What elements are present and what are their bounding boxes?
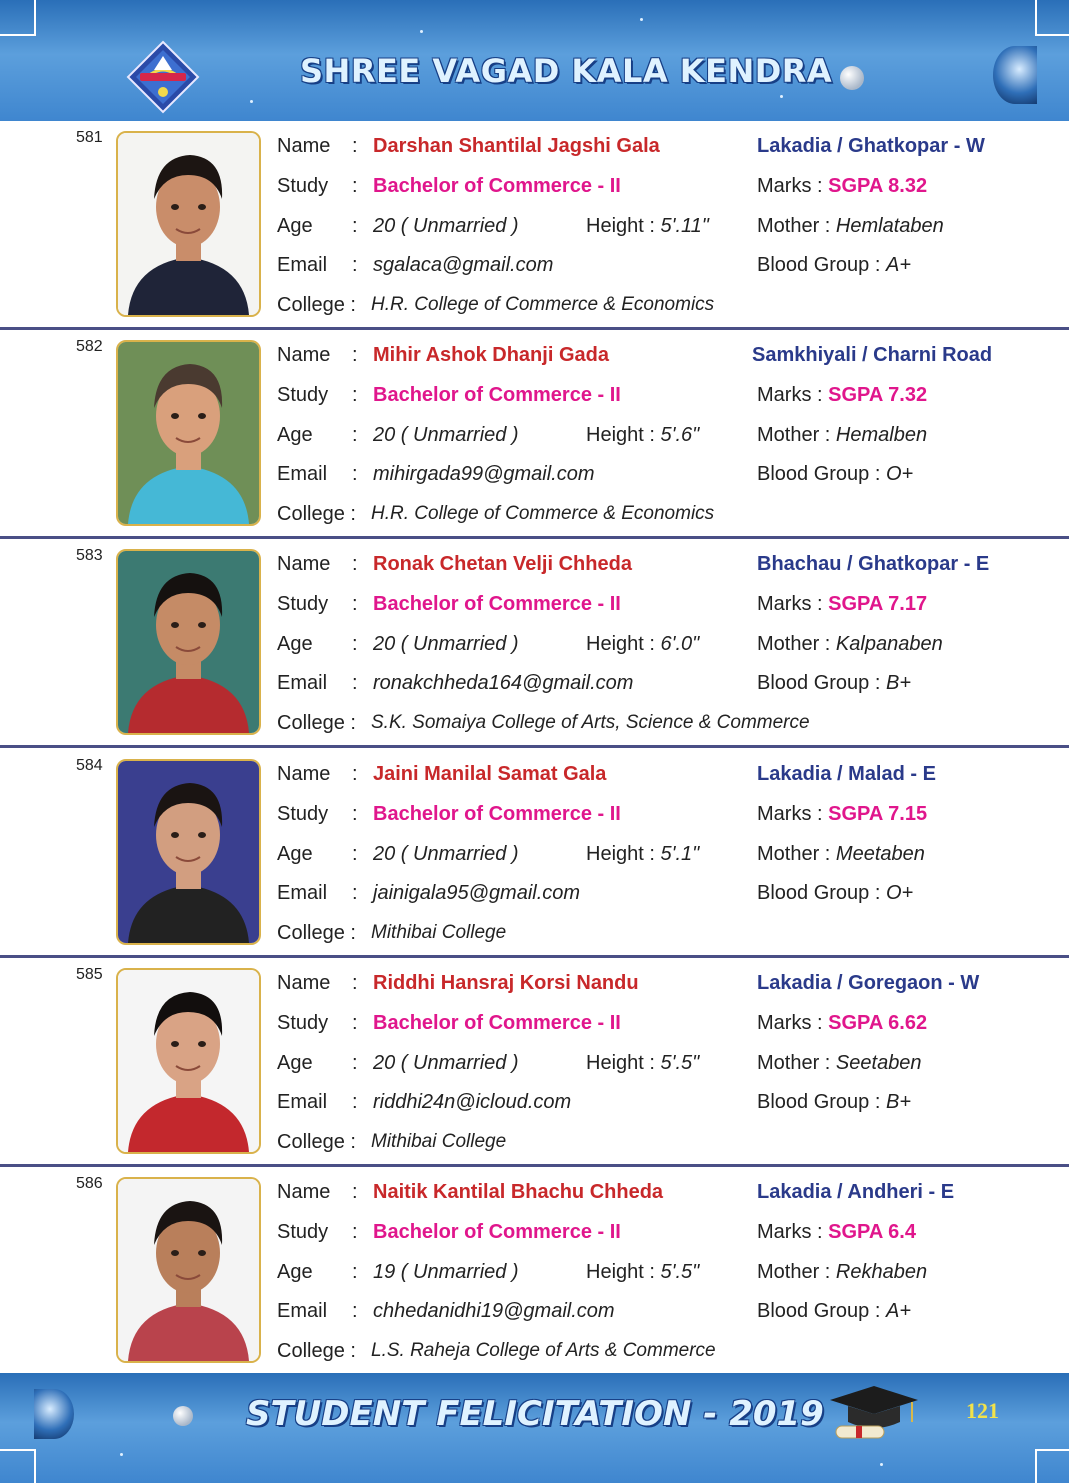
marks-field [757,384,927,407]
marks-label: Marks : [757,1012,823,1034]
mother-field [757,843,925,866]
college-value: S.K. Somaiya College of Arts, Science & Commerce [371,712,810,733]
email-value: mihirgada99@gmail.com [373,463,595,485]
email-label: Email [277,1091,328,1113]
blood-group-value: B+ [885,1091,912,1113]
student-card [0,1167,1069,1376]
colon-separator: : [352,463,358,485]
student-number: 586 [76,1175,103,1192]
page-number: 121 [966,1398,999,1423]
marks-value: SGPA 6.4 [828,1221,916,1243]
portrait-image [118,970,259,1152]
blood-group-label: Blood Group : [757,882,881,904]
star-icon [250,100,253,103]
study-label: Study [277,1221,329,1243]
blood-group-label: Blood Group : [757,463,881,485]
blood-group-value: A+ [885,254,912,276]
college-label: College : [277,1131,356,1153]
marks-value: SGPA 7.17 [828,593,928,615]
email-label: Email [277,882,328,904]
student-number: 585 [76,966,103,983]
mother-field [757,215,944,238]
study-label: Study [277,803,329,825]
name-label: Name [277,553,331,575]
age-label: Age [277,424,313,446]
native-place: Lakadia / Andheri - E [757,1181,955,1203]
student-number: 584 [76,757,103,774]
portrait-image [118,133,259,315]
footer-title: STUDENT FELICITATION - 2019 [246,1394,824,1434]
height-value: 5'.1" [660,843,700,865]
college-label: College : [277,712,356,734]
age-label: Age [277,1052,313,1074]
colon-separator: : [352,254,358,276]
colon-separator: : [352,843,358,865]
email-label: Email [277,463,328,485]
age-value: 20 ( Unmarried ) [373,1052,519,1074]
blood-group-label: Blood Group : [757,672,881,694]
mother-value: Seetaben [835,1052,922,1074]
student-card [0,958,1069,1167]
college-value: L.S. Raheja College of Arts & Commerce [371,1340,716,1361]
student-number: 582 [76,338,103,355]
star-icon [640,18,643,21]
college-label: College : [277,1340,356,1362]
age-value: 20 ( Unmarried ) [373,843,519,865]
native-place: Samkhiyali / Charni Road [752,344,993,366]
mother-value: Kalpanaben [835,633,943,655]
native-place: Lakadia / Goregaon - W [757,972,980,994]
student-name: Jaini Manilal Samat Gala [373,763,607,785]
colon-separator: : [352,763,358,785]
study-label: Study [277,384,329,406]
height-label: Height : [586,633,655,655]
height-label: Height : [586,1052,655,1074]
name-label: Name [277,344,331,366]
age-label: Age [277,633,313,655]
study-label: Study [277,593,329,615]
marks-field [757,1221,916,1244]
height-field [586,424,699,447]
blood-group-value: A+ [885,1300,912,1322]
name-label: Name [277,1181,331,1203]
marks-label: Marks : [757,175,823,197]
mother-field [757,1052,922,1075]
name-label: Name [277,763,331,785]
study-value: Bachelor of Commerce - II [373,1221,621,1243]
study-value: Bachelor of Commerce - II [373,803,621,825]
study-value: Bachelor of Commerce - II [373,593,621,615]
student-name: Mihir Ashok Dhanji Gada [373,344,609,366]
student-card [0,749,1069,958]
student-photo [116,968,261,1154]
corner-mark [0,0,36,36]
blood-group-label: Blood Group : [757,1300,881,1322]
native-place: Bhachau / Ghatkopar - E [757,553,990,575]
email-value: riddhi24n@icloud.com [373,1091,572,1113]
colon-separator: : [352,135,358,157]
graduation-cap-icon [828,1382,920,1444]
blood-group-value: O+ [885,882,914,904]
marks-field [757,803,927,826]
name-label: Name [277,972,331,994]
student-photo [116,340,261,526]
colon-separator: : [352,1181,358,1203]
marks-value: SGPA 8.32 [828,175,928,197]
marks-label: Marks : [757,384,823,406]
email-value: ronakchheda164@gmail.com [373,672,634,694]
student-name: Ronak Chetan Velji Chheda [373,553,632,575]
age-label: Age [277,843,313,865]
colon-separator: : [352,344,358,366]
colon-separator: : [352,1261,358,1283]
height-value: 6'.0" [660,633,700,655]
colon-separator: : [352,593,358,615]
email-label: Email [277,672,328,694]
blood-group-field [757,1300,911,1323]
colon-separator: : [352,1052,358,1074]
blood-group-field [757,672,911,695]
colon-separator: : [352,882,358,904]
height-value: 5'.11" [660,215,709,237]
height-field [586,1261,699,1284]
blood-group-value: B+ [885,672,912,694]
college-value: Mithibai College [371,1131,507,1152]
name-label: Name [277,135,331,157]
height-field [586,1052,699,1075]
study-value: Bachelor of Commerce - II [373,1012,621,1034]
mother-label: Mother : [757,1261,831,1283]
student-photo [116,759,261,945]
colon-separator: : [352,972,358,994]
height-label: Height : [586,215,655,237]
earth-icon [993,46,1037,104]
mother-field [757,424,927,447]
age-value: 20 ( Unmarried ) [373,424,519,446]
star-icon [780,95,783,98]
height-label: Height : [586,424,655,446]
native-place: Lakadia / Ghatkopar - W [757,135,985,157]
blood-group-value: O+ [885,463,914,485]
college-value: H.R. College of Commerce & Economics [371,294,715,315]
marks-value: SGPA 7.32 [828,384,928,406]
colon-separator: : [352,633,358,655]
mother-value: Hemlataben [835,215,944,237]
student-name: Darshan Shantilal Jagshi Gala [373,135,660,157]
mother-label: Mother : [757,424,831,446]
colon-separator: : [352,803,358,825]
colon-separator: : [352,553,358,575]
college-label: College : [277,922,356,944]
study-label: Study [277,1012,329,1034]
height-label: Height : [586,1261,655,1283]
colon-separator: : [352,175,358,197]
marks-label: Marks : [757,1221,823,1243]
height-value: 5'.5" [660,1261,700,1283]
college-label: College : [277,503,356,525]
moon-icon [840,66,864,90]
native-place: Lakadia / Malad - E [757,763,936,785]
mother-label: Mother : [757,215,831,237]
marks-label: Marks : [757,803,823,825]
mother-value: Hemalben [835,424,928,446]
blood-group-field [757,254,911,277]
student-number: 583 [76,547,103,564]
marks-field [757,175,927,198]
email-label: Email [277,254,328,276]
student-photo [116,1177,261,1363]
height-value: 5'.6" [660,424,700,446]
height-label: Height : [586,843,655,865]
row-separator [0,745,1069,748]
mother-label: Mother : [757,1052,831,1074]
email-value: jainigala95@gmail.com [373,882,581,904]
student-card [0,330,1069,539]
portrait-image [118,761,259,943]
email-label: Email [277,1300,328,1322]
study-label: Study [277,175,329,197]
study-value: Bachelor of Commerce - II [373,384,621,406]
student-card [0,121,1069,330]
marks-value: SGPA 7.15 [828,803,928,825]
marks-field [757,1012,927,1035]
height-field [586,633,699,656]
portrait-image [118,342,259,524]
corner-mark [0,1449,36,1483]
college-value: H.R. College of Commerce & Economics [371,503,715,524]
marks-label: Marks : [757,593,823,615]
marks-value: SGPA 6.62 [828,1012,928,1034]
age-label: Age [277,215,313,237]
student-photo [116,549,261,735]
colon-separator: : [352,1221,358,1243]
mother-value: Meetaben [835,843,925,865]
blood-group-field [757,1091,911,1114]
age-label: Age [277,1261,313,1283]
mother-label: Mother : [757,633,831,655]
email-value: sgalaca@gmail.com [373,254,554,276]
age-value: 20 ( Unmarried ) [373,215,519,237]
star-icon [880,1463,883,1466]
mother-field [757,1261,927,1284]
star-icon [120,1453,123,1456]
header-band [0,0,1069,121]
student-photo [116,131,261,317]
colon-separator: : [352,424,358,446]
colon-separator: : [352,1012,358,1034]
height-value: 5'.5" [660,1052,700,1074]
mother-value: Rekhaben [835,1261,928,1283]
email-value: chhedanidhi19@gmail.com [373,1300,615,1322]
blood-group-field [757,463,913,486]
colon-separator: : [352,1091,358,1113]
student-card [0,539,1069,748]
study-value: Bachelor of Commerce - II [373,175,621,197]
student-name: Riddhi Hansraj Korsi Nandu [373,972,639,994]
corner-mark [1035,0,1069,36]
blood-group-label: Blood Group : [757,1091,881,1113]
age-value: 19 ( Unmarried ) [373,1261,519,1283]
colon-separator: : [352,215,358,237]
height-field [586,843,699,866]
college-label: College : [277,294,356,316]
mother-field [757,633,943,656]
student-number: 581 [76,129,103,146]
age-value: 20 ( Unmarried ) [373,633,519,655]
organization-logo [126,40,200,114]
college-value: Mithibai College [371,922,507,943]
header-title: SHREE VAGAD KALA KENDRA [300,52,833,90]
colon-separator: : [352,384,358,406]
student-name: Naitik Kantilal Bhachu Chheda [373,1181,664,1203]
portrait-image [118,551,259,733]
moon-icon [173,1406,193,1426]
blood-group-label: Blood Group : [757,254,881,276]
blood-group-field [757,882,913,905]
star-icon [420,30,423,33]
height-field [586,215,709,238]
marks-field [757,593,927,616]
colon-separator: : [352,672,358,694]
colon-separator: : [352,1300,358,1322]
corner-mark [1035,1449,1069,1483]
mother-label: Mother : [757,843,831,865]
portrait-image [118,1179,259,1361]
earth-icon [34,1389,74,1439]
